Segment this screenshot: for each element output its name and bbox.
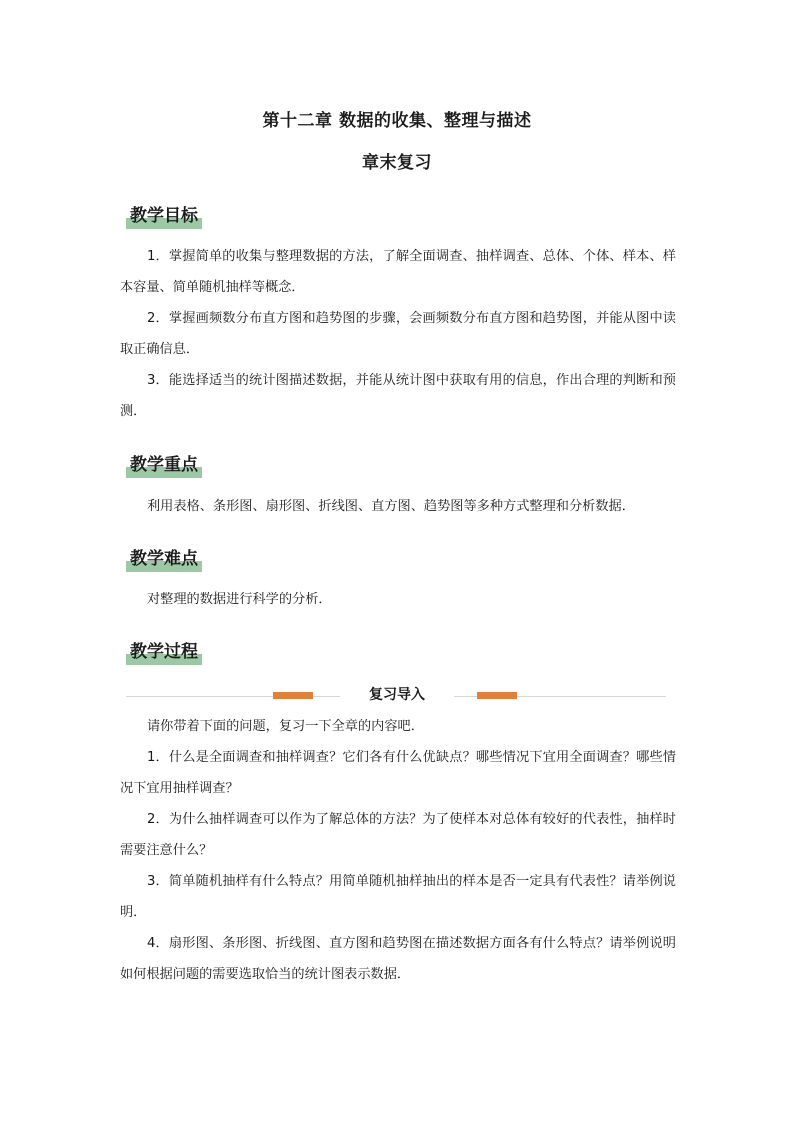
review-question: 3．简单随机抽样有什么特点？用简单随机抽样抽出的样本是否一定具有代表性？请举例说明． <box>120 874 676 920</box>
objective-item: 1．掌握简单的收集与整理数据的方法，了解全面调查、抽样调查、总体、个体、样本、样本容量、简单随机抽样等概念． <box>120 249 676 295</box>
objective-item: 3．能选择适当的统计图描述数据，并能从统计图中获取有用的信息，作出合理的判断和预测． <box>120 373 676 419</box>
divider-label: 复习导入 <box>340 684 454 706</box>
process-heading: 教学过程 <box>126 639 202 665</box>
process-intro: 请你带着下面的问题，复习一下全章的内容吧． <box>147 719 424 734</box>
review-question: 1．什么是全面调查和抽样调查？它们各有什么优缺点？哪些情况下宜用全面调查？哪些情况下宜用抽样调查？ <box>120 750 676 796</box>
chapter-title: 第十二章 数据的收集、整理与描述 <box>262 111 532 131</box>
lesson-subtitle: 章末复习 <box>362 153 432 173</box>
difficulties-text: 对整理的数据进行科学的分析． <box>147 592 332 607</box>
key-points-text: 利用表格、条形图、扇形图、折线图、直方图、趋势图等多种方式整理和分析数据． <box>147 499 635 514</box>
key-points-heading: 教学重点 <box>126 452 202 478</box>
review-question: 2．为什么抽样调查可以作为了解总体的方法？为了使样本对总体有较好的代表性，抽样时需要注意什么？ <box>120 812 676 858</box>
objectives-heading: 教学目标 <box>126 203 202 229</box>
objective-item: 2．掌握画频数分布直方图和趋势图的步骤，会画频数分布直方图和趋势图，并能从图中读取正确信息． <box>120 311 676 357</box>
review-question: 4．扇形图、条形图、折线图、直方图和趋势图在描述数据方面各有什么特点？请举例说明如何根据问题的需要选取恰当的统计图表示数据． <box>120 936 676 982</box>
divider-accent-right <box>477 692 517 699</box>
divider-accent-left <box>273 692 313 699</box>
difficulties-heading: 教学难点 <box>126 546 202 572</box>
